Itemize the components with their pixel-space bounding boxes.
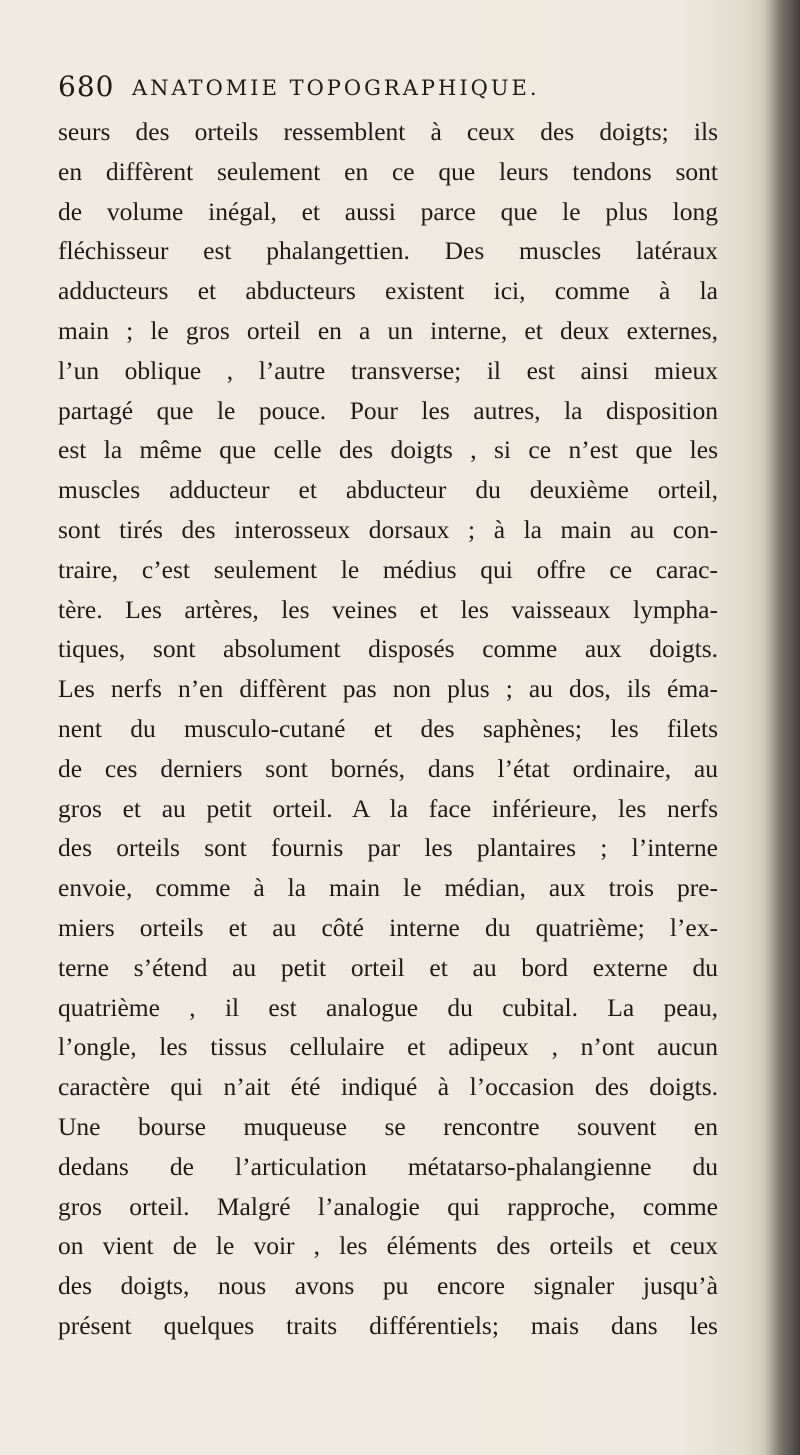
text-line: gros et au petit orteil. A la face inférieure, les nerfs bbox=[58, 793, 718, 823]
running-head: ANATOMIE TOPOGRAPHIQUE. bbox=[132, 76, 540, 100]
text-line: on vient de le voir , les éléments des orteils et ceux bbox=[58, 1231, 718, 1261]
text-line: présent quelques traits différentiels; mais dans les bbox=[58, 1310, 718, 1340]
text-line: l’un oblique , l’autre transverse; il est ainsi mieux bbox=[58, 355, 718, 385]
text-line: terne s’étend au petit orteil et au bord externe du bbox=[58, 952, 718, 982]
text-line: Une bourse muqueuse se rencontre souvent en bbox=[58, 1111, 718, 1141]
text-line: Les nerfs n’en diffèrent pas non plus ; au dos, ils éma- bbox=[58, 674, 718, 704]
text-line: tère. Les artères, les veines et les vaisseaux lympha- bbox=[58, 594, 718, 624]
text-line: fléchisseur est phalangettien. Des muscles latéraux bbox=[58, 236, 718, 266]
text-line: envoie, comme à la main le médian, aux trois pre- bbox=[58, 873, 718, 903]
text-line: est la même que celle des doigts , si ce n’est que les bbox=[58, 435, 718, 465]
text-line: nent du musculo-cutané et des saphènes; les filets bbox=[58, 713, 718, 743]
text-line: de volume inégal, et aussi parce que le plus long bbox=[58, 196, 718, 226]
text-line: traire, c’est seulement le médius qui offre ce carac- bbox=[58, 554, 718, 584]
text-line: tiques, sont absolument disposés comme aux doigts. bbox=[58, 634, 718, 664]
text-line: l’ongle, les tissus cellulaire et adipeux , n’ont aucun bbox=[58, 1032, 718, 1062]
page-number: 680 bbox=[58, 70, 115, 103]
text-line: quatrième , il est analogue du cubital. La peau, bbox=[58, 992, 718, 1022]
text-line: adducteurs et abducteurs existent ici, comme à la bbox=[58, 276, 718, 306]
text-line: de ces derniers sont bornés, dans l’état ordinaire, au bbox=[58, 753, 718, 783]
text-line: seurs des orteils ressemblent à ceux des doigts; ils bbox=[58, 117, 718, 146]
body-text bbox=[58, 112, 718, 1346]
page-binding-shadow bbox=[764, 0, 800, 1455]
page-header bbox=[58, 70, 718, 114]
text-line: caractère qui n’ait été indiqué à l’occasion des doigts. bbox=[58, 1072, 718, 1102]
text-line: main ; le gros orteil en a un interne, et deux externes, bbox=[58, 315, 718, 345]
text-line: partagé que le pouce. Pour les autres, la disposition bbox=[58, 395, 718, 425]
text-line: des doigts, nous avons pu encore signaler jusqu’à bbox=[58, 1271, 718, 1301]
text-line: en diffèrent seulement en ce que leurs tendons sont bbox=[58, 156, 718, 186]
text-line: muscles adducteur et abducteur du deuxième orteil, bbox=[58, 475, 718, 505]
text-line: dedans de l’articulation métatarso-phalangienne du bbox=[58, 1151, 718, 1181]
text-line: des orteils sont fournis par les plantaires ; l’interne bbox=[58, 833, 718, 863]
text-line: miers orteils et au côté interne du quatrième; l’ex- bbox=[58, 912, 718, 942]
text-line: sont tirés des interosseux dorsaux ; à la main au con- bbox=[58, 514, 718, 544]
text-line: gros orteil. Malgré l’analogie qui rapproche, comme bbox=[58, 1191, 718, 1221]
